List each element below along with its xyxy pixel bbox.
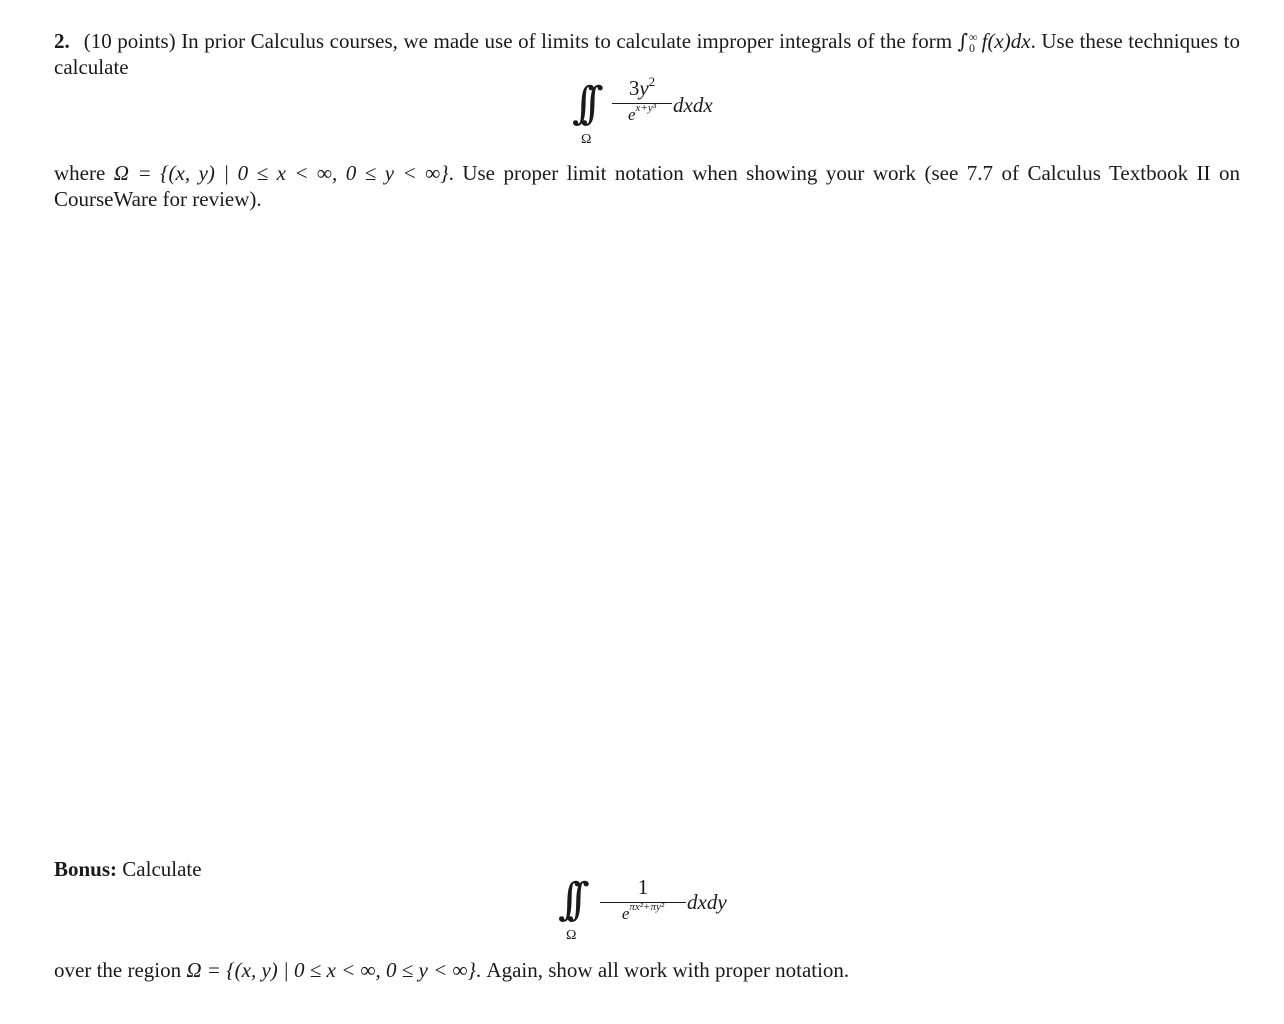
integrand-denominator: $e^{x+y^3}$ (627, 102, 657, 124)
problem-intro: (10 points) In prior Calculus courses, we made use of limits to calculate improper integrals of the form (83, 29, 953, 53)
inline-integral-upper: ∞ (969, 30, 978, 45)
bonus-closing-text: . Again, show all work with proper notation. (475, 958, 850, 982)
problem-2-statement (54, 28, 1240, 80)
bonus-integral-region-symbol: Ω (566, 928, 577, 943)
double-integral-sign: ∫∫ (572, 78, 590, 129)
integrand-fraction (612, 76, 672, 125)
region-paragraph (54, 160, 1240, 212)
integrand-numerator: $3y^2$ (628, 74, 656, 100)
bonus-integrand-denominator: $e^{\pi x^2+\pi y^2}$ (621, 901, 665, 923)
integral-region-symbol: Ω (581, 132, 592, 147)
bonus-heading (54, 857, 202, 882)
bonus-text: Calculate (122, 857, 202, 881)
bonus-region-paragraph (54, 957, 1240, 983)
region-definition: Ω = {(x, y) | 0 ≤ x < ∞, 0 ≤ y < ∞} (113, 161, 449, 185)
bonus-integrand-numerator: 1 (637, 875, 649, 899)
bonus-double-integral-sign: ∫∫ (558, 874, 576, 925)
inline-integrand: f(x)dx (981, 29, 1031, 53)
bonus-integral-differential: dxdy (687, 890, 727, 914)
problem-intro-tail: . Use these techniques to calculate (54, 29, 1240, 80)
inline-improper-integral: ∫ ∞ 0 f(x)dx (957, 29, 1031, 56)
inline-integral-lower: 0 (969, 41, 976, 56)
bonus-label: Bonus: (54, 857, 118, 881)
bonus-integrand-fraction (600, 875, 686, 924)
region-prefix: where (54, 161, 106, 185)
problem-number: 2. (54, 29, 70, 53)
bonus-region-definition: Ω = {(x, y) | 0 ≤ x < ∞, 0 ≤ y < ∞} (186, 958, 476, 982)
integral-differential: dxdx (673, 93, 713, 117)
bonus-region-prefix: over the region (54, 958, 182, 982)
instructions-text: . Use proper limit notation when showing your work (see 7.7 of Calculus Textbook II on CourseWare for review). (54, 161, 1241, 211)
